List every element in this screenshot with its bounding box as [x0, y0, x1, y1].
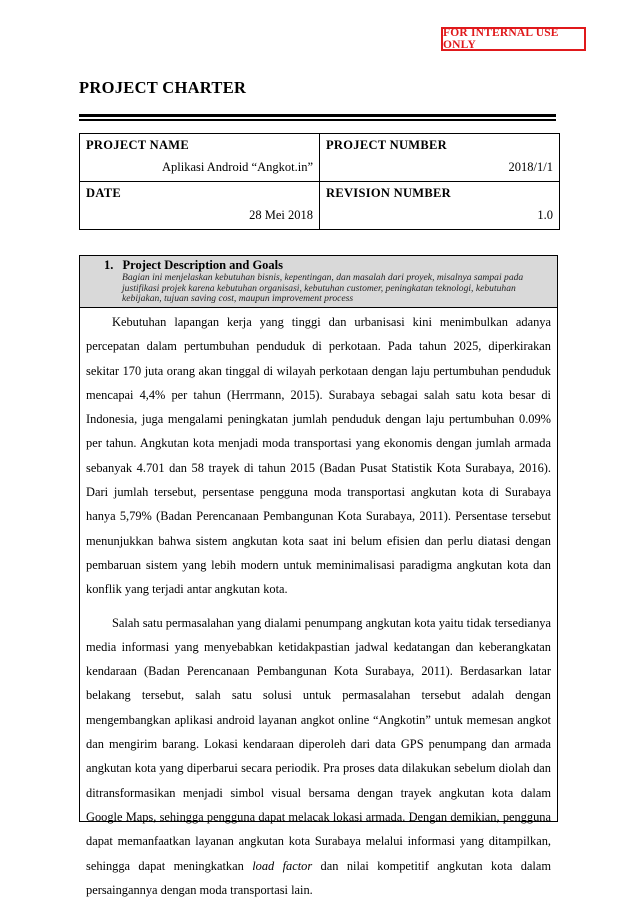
page-title: PROJECT CHARTER [79, 78, 247, 97]
section-header [80, 256, 557, 308]
revision-value: 1.0 [537, 208, 553, 222]
body-paragraph-1: Kebutuhan lapangan kerja yang tinggi dan urbanisasi kini menimbulkan adanya percepatan dalam pertumbuhan penduduk di perkotaan. Pada tahun 2025, diperkirakan sekitar 170 juta orang akan tinggal di wilayah perkotaan dengan laju pertumbuhan penduduk mencapai 4,4% per tahun (Herrmann, 2015). Surabaya sebagai salah satu kota besar di Indonesia, juga mengalami peningkatan jumlah penduduk dengan laju pertumbuhan 0.09% per tahun. Angkutan kota menjadi moda transportasi yang ekonomis dengan jumlah armada sebanyak 4.701 dan 58 trayek di tahun 2015 (Badan Pusat Statistik Kota Surabaya, 2016). Dari jumlah tersebut, persentase pengguna moda transportasi angkutan kota di Surabaya hanya 5,79% (Badan Perencanaan Pembangunan Kota Surabaya, 2011). Persentase tersebut menunjukkan bahwa sistem angkutan kota saat ini belum efisien dan perlu diatasi dengan pembaruan sistem yang lebih modern untuk meminimalisasi paradigma angkutan kota dan konflik yang terjadi antar angkutan kota. [86, 315, 551, 597]
title-divider-thick [79, 114, 556, 117]
section-number: 1. [104, 258, 114, 272]
section-instructions: Bagian ini menjelaskan kebutuhan bisnis, kepentingan, dan masalah dari proyek, misalnya sampai pada justifikasi projek karena kebutuhan organisasi, kebutuhan customer, peningkatan teknologi, kebutuhan kebijakan, tujuan saving cost, maupun improvement process [122, 272, 524, 305]
section-title-text: Project Description and Goals [122, 258, 284, 272]
project-name-cell [80, 134, 320, 182]
paragraph-2-text-end: dan nilai kompetitif angkutan kota dalam persaingannya dengan moda transportasi lain. [86, 858, 551, 897]
section-body [80, 308, 557, 902]
project-description-section [79, 255, 558, 897]
date-label: DATE [86, 186, 122, 200]
project-name-label: PROJECT NAME [86, 138, 190, 152]
paragraph-2-text-start: Salah satu permasalahan yang dialami penumpang angkutan kota yaitu tidak tersedianya media informasi yang menyebabkan ketidakpastian jadwal kedatangan dan keberangkatan kendaraan (Badan Perencanaan Pembangunan Kota Surabaya, 2011). Berdasarkan latar belakang tersebut, salah satu solusi untuk permasalahan tersebut adalah dengan mengembangkan aplikasi android layanan angkot online “Angkotin” untuk memesan angkot dan mengirim barang. Lokasi kendaraan diperoleh dari data GPS penumpang dan armada angkutan kota yang diperbarui secara periodik. Pra proses data dilakukan sebelum diolah dan ditransformasikan menjadi simbol visual bersama dengan trayek angkutan kota dalam Google Maps, sehingga pengguna dapat melacak lokasi armada. Dengan demikian, pengguna dapat memanfaatkan layanan angkutan kota Surabaya melalui informasi yang ditampilkan, sehingga dapat meningkatkan [86, 615, 551, 873]
project-number-value: 2018/1/1 [508, 160, 553, 174]
load-factor-term: load factor [252, 858, 313, 873]
body-paragraph-2 [86, 611, 551, 902]
internal-use-stamp: FOR INTERNAL USE ONLY [441, 27, 586, 51]
revision-label: REVISION NUMBER [326, 186, 452, 200]
revision-cell [320, 182, 560, 230]
section-title [104, 258, 549, 273]
project-number-label: PROJECT NUMBER [326, 138, 447, 152]
title-divider-thin [79, 119, 556, 121]
project-number-cell [320, 134, 560, 182]
date-value: 28 Mei 2018 [249, 208, 313, 222]
project-info-table [79, 133, 560, 230]
date-cell [80, 182, 320, 230]
project-name-value: Aplikasi Android “Angkot.in” [161, 160, 313, 174]
